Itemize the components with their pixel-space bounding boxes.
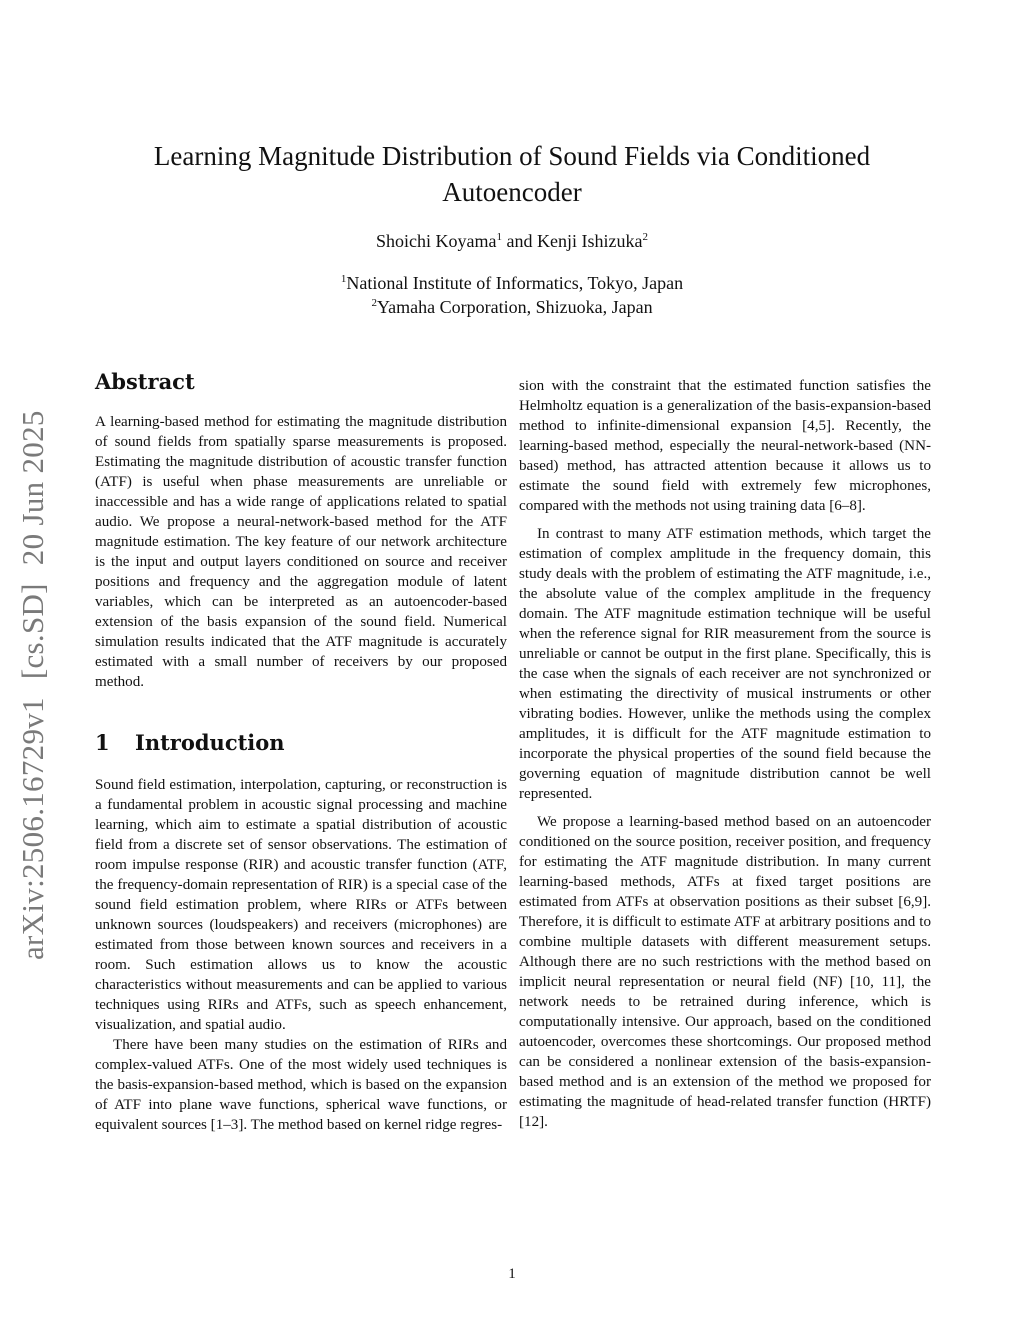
left-column (95, 368, 507, 1135)
intro-paragraph: Sound field estimation, interpolation, capturing, or reconstruction is a fundamental problem in acoustic signal processing and machine learning, which aim to estimate a spatial distribution of acoustic field from a discrete set of sensor observations. The estimation of room impulse response (RIR) and acoustic transfer function (ATF, the frequency-domain representation of RIR) is a special case of the sound field estimation problem, where RIRs or ATFs between unknown sources (loudspeakers) and receivers (microphones) are estimated from those between known sources and receivers in a room. Such estimation allows us to know the acoustic characteristics without measurements and can be applied to various techniques using RIRs and ATFs, such as speech enhancement, visualization, and spatial audio. (95, 777, 507, 1033)
affiliation-mark: 2 (371, 297, 377, 309)
arxiv-date: 20 Jun 2025 (15, 410, 50, 566)
intro-paragraph-continued: sion with the constraint that the estimated function satisfies the Helmholtz equation is a generalization of the basis-expansion-based method to infinite-dimensional expansion [4,5]. Recently, the learning-based method, especially the neural-network-based (NN-based) method, has attracted attention because it allows us to estimate the sound field with extremely few microphones, compared with the methods not using training data [6–8]. (519, 378, 931, 514)
author-name: Shoichi Koyama (376, 231, 497, 251)
intro-paragraph: In contrast to many ATF estimation methods, which target the estimation of complex amplitude in the frequency domain, this study deals with the problem of estimating the ATF magnitude, i.e., the absolute value of the complex amplitude in the frequency domain. The ATF magnitude estimation technique will be useful when the reference signal for RIR measurement from the source is unreliable or cannot be output in the first plane. Specifically, this is the case when the signals of each receiver are not synchronized or when estimating the directivity of musical instruments or other vibrating bodies. However, unlike the methods using the complex amplitudes, it is difficult for the ATF magnitude estimation to incorporate the physical properties of the sound field because the governing equation of magnitude distribution cannot be well represented. (519, 526, 931, 802)
author-list (100, 229, 924, 253)
affiliation-mark: 1 (496, 231, 502, 243)
abstract-body: A learning-based method for estimating the magnitude distribution of sound fields from spatially sparse measurements is proposed. Estimating the magnitude distribution of acoustic transfer function (ATF) is useful when phase measurements are unreliable or inaccessible and has a wide range of applications related to spatial audio. We propose a neural-network-based method for the ATF magnitude estimation. The key feature of our network architecture is the input and output layers conditioned on source and receiver positions and frequency and the aggregation module of latent variables, which can be interpreted as an autoencoder-based extension of the basis expansion of the sound field. Numerical simulation results indicated that the ATF magnitude is accurately estimated with a small number of receivers by our proposed method. (95, 414, 507, 690)
arxiv-identifier-stamp (15, 410, 51, 960)
paper-title: Learning Magnitude Distribution of Sound Fields via Conditioned Autoencoder (153, 141, 871, 207)
right-column (519, 376, 931, 1132)
affiliation-mark: 1 (340, 273, 347, 285)
arxiv-category: [cs.SD] (15, 583, 50, 680)
section-title: Introduction (135, 730, 285, 755)
affiliation-line (100, 295, 924, 319)
section-number: 1 (95, 730, 110, 755)
intro-paragraph: We propose a learning-based method based on an autoencoder conditioned on the source position, receiver position, and frequency for estimating the ATF magnitude distribution. In many current learning-based methods, ATFs at fixed target positions are estimated from ATFs at observation positions as their subset [6,9]. Therefore, it is difficult to estimate ATF at arbitrary positions and to combine multiple datasets with different measurement setups. Although there are no such restrictions with the method based on implicit neural representation or neural field (NF) [10, 11], the network needs to be retrained during inference, which is computationally intensive. Our approach, based on the conditioned autoencoder, overcomes these shortcomings. Our proposed method can be considered a nonlinear extension of the basis-expansion-based method and is an extension of the method we proposed for estimating the magnitude of head-related transfer function (HRTF) [12]. (519, 814, 931, 1130)
introduction-heading (95, 729, 507, 757)
author-name: Kenji Ishizuka (537, 231, 643, 251)
arxiv-id: arXiv:2506.16729v1 (15, 697, 50, 960)
abstract-heading: Abstract (95, 369, 195, 394)
affiliation-text: National Institute of Informatics, Tokyo, Japan (346, 273, 684, 293)
affiliation-text: Yamaha Corporation, Shizuoka, Japan (376, 297, 653, 317)
affiliation-list (100, 271, 924, 319)
author-conjunction: and (506, 231, 533, 251)
affiliation-mark: 2 (642, 231, 648, 243)
page-number: 1 (508, 1266, 516, 1282)
intro-paragraph: There have been many studies on the estimation of RIRs and complex-valued ATFs. One of the most widely used techniques is the basis-expansion-based method, which is based on the expansion of ATF into plane wave functions, spherical wave functions, or equivalent sources [1–3]. The method based on kernel ridge regres- (95, 1037, 507, 1133)
affiliation-line (100, 271, 924, 295)
